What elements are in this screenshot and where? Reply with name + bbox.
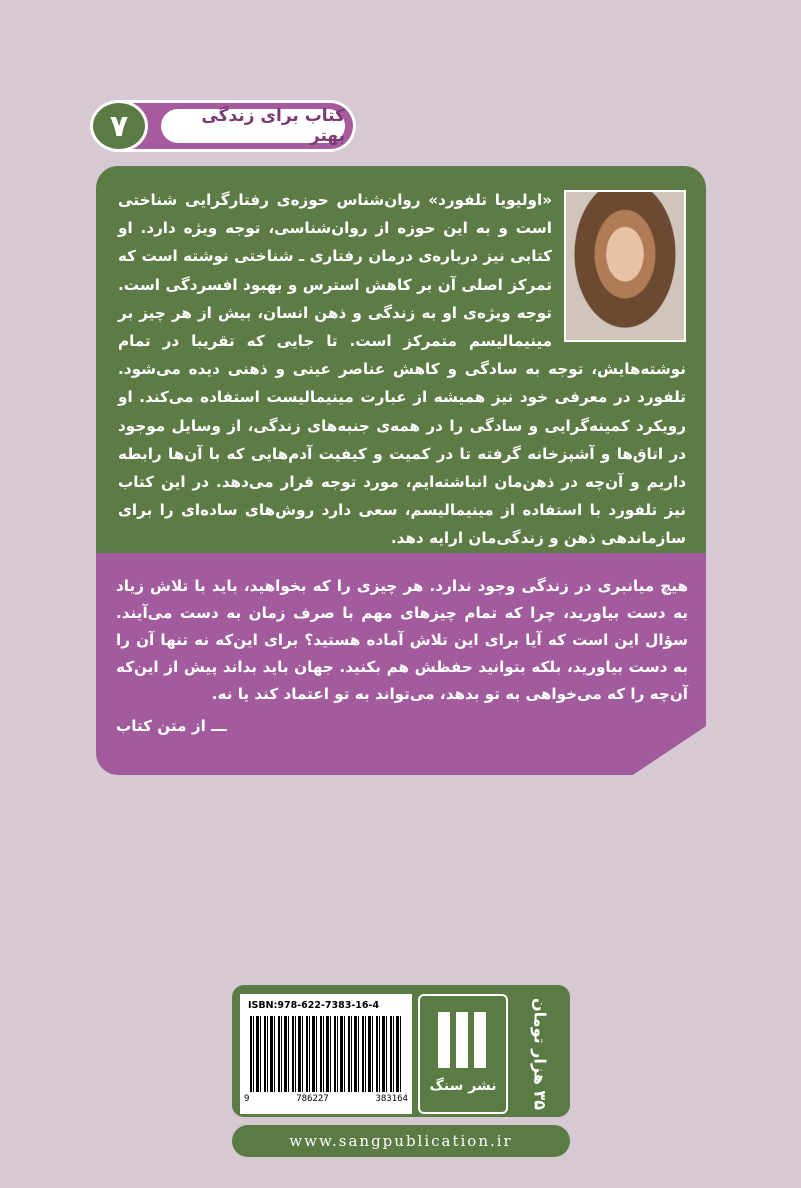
quote-text: هیچ میانبری در زندگی وجود ندارد. هر چیزی را که بخواهید، باید با تلاش زیاد به دست بیاورید، چرا که تمام چیزهای مهم با صرف زمان به دست می‌آیند. سؤال این است که آیا برای این تلاش آماده هستید؟ برای این‌که نه تنها آن را به دست بیاورید، بلکه بتوانید حفظش هم بکنید. جهان باید بداند پیش از این‌که آن‌چه را که می‌خواهی به تو بدهد، می‌تواند به تو اعتماد کند یا نه. [116, 577, 688, 703]
barcode [240, 994, 412, 1114]
publisher-url: www.sangpublication.ir [232, 1125, 570, 1157]
publisher-name: نشر سنگ [429, 1078, 497, 1094]
price [516, 994, 564, 1114]
isbn-label: ISBN:978-622-7383-16-4 [248, 1000, 380, 1011]
barcode-bars [250, 1016, 402, 1092]
barcode-digit-group: 9 [244, 1094, 250, 1104]
price-label: ۳۵ هزار تومان [530, 997, 550, 1111]
author-bio [118, 186, 686, 553]
author-bio-text: «اولیویا تلفورد» روان‌شناس حوزه‌ی رفتارگرایی شناختی است و به این حوزه از روان‌شناسی، توجه ویژه دارد. او کتابی نیز درباره‌ی درمان رفتاری ـ شناختی نوشته است که تمرکز اصلی آن بر کاهش استرس و بهبود افسردگی است. توجه ویژه‌ی او به زندگی و ذهن انسان، بیش از هر چیز بر مینیمالیسم متمرکز است. تا جایی که تقریبا در تمام نوشته‌هایش، توجه به سادگی و کاهش عناصر عینی و ذهنی دیده می‌شود. تلفورد در معرفی خود نیز همیشه از عبارت مینیمالیست استفاده می‌کند. او رویکرد کمینه‌گرایی و سادگی را در همه‌ی جنبه‌های زندگی، از وسایل موجود در اتاق‌ها و آشپزخانه گرفته تا در کمیت و کیفیت آدم‌هایی که با آن‌ها رابطه داریم و آن‌چه در ذهن‌مان انباشته‌ایم، مورد توجه قرار می‌دهد. در این کتاب نیز تلفورد با استفاده از مینیمالیسم، سعی دارد روش‌های ساده‌ای را برای سازماندهی ذهن و زندگی‌مان ارایه دهد. [118, 191, 686, 548]
publisher-logo [418, 994, 508, 1114]
barcode-digit-group: 786227 [296, 1094, 329, 1104]
book-spines-icon [438, 1012, 488, 1068]
quote-source: ـــ از متن کتاب [116, 717, 227, 735]
series-title: کتاب برای زندگی بهتر [158, 106, 348, 146]
series-number: ۷ [93, 103, 145, 149]
barcode-digits [240, 1094, 412, 1104]
barcode-digit-group: 383164 [375, 1094, 408, 1104]
author-photo [564, 190, 686, 342]
